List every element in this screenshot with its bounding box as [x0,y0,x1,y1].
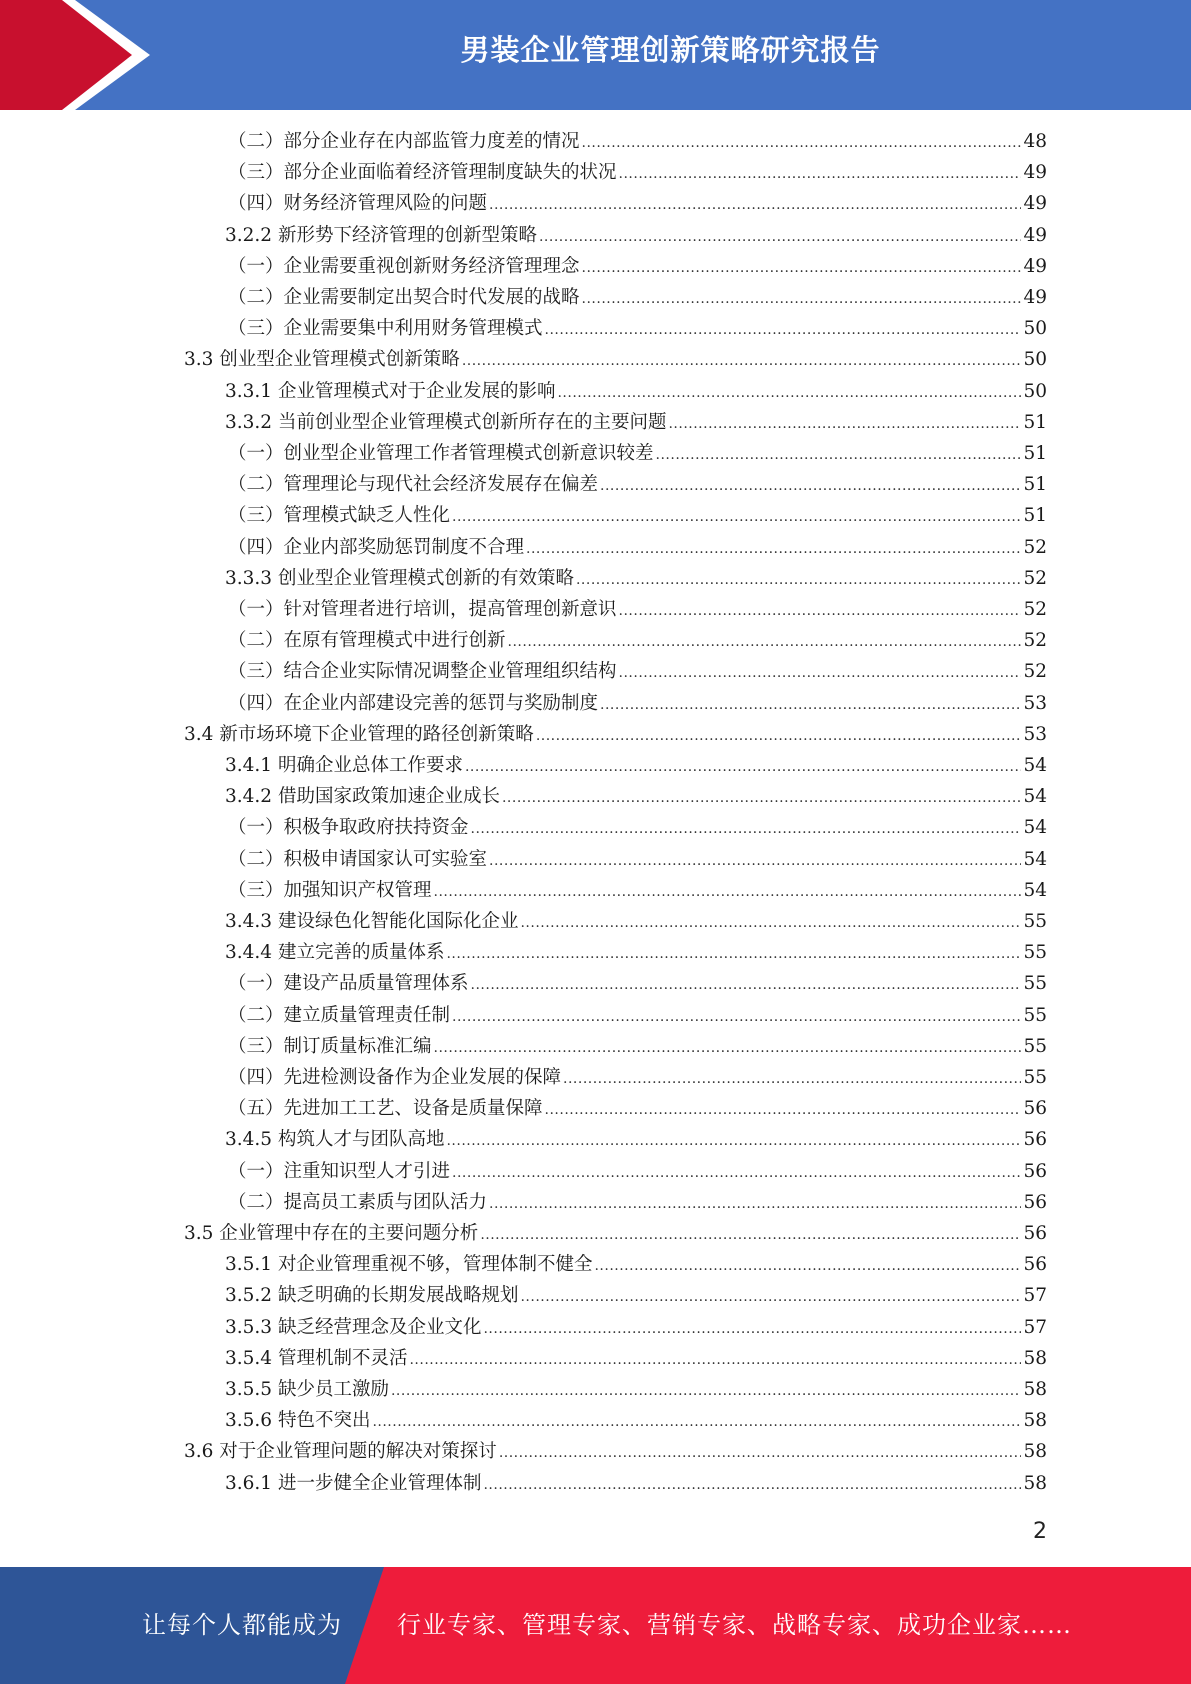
toc-dot-leader [434,1033,1022,1063]
toc-entry[interactable] [184,1219,1047,1249]
toc-entry-label: （三）加强知识产权管理 [228,879,432,901]
toc-dot-leader [502,783,1021,813]
toc-entry-page: 52 [1023,599,1047,620]
toc-entry[interactable] [228,876,1047,906]
document-title: 男装企业管理创新策略研究报告 [460,33,881,67]
toc-dot-leader [471,814,1022,844]
toc-entry[interactable] [228,252,1047,282]
toc-entry[interactable] [228,657,1047,687]
toc-dot-leader [656,440,1022,470]
toc-entry[interactable] [225,1469,1047,1499]
toc-dot-leader [520,908,1021,938]
toc-entry[interactable] [228,158,1047,188]
toc-entry-page: 54 [1023,848,1047,870]
toc-entry-label: （一）企业需要重视创新财务经济管理理念 [228,255,580,277]
toc-entry-page: 50 [1023,318,1047,340]
footer-slogan-left: 让每个人都能成为 [142,1611,342,1639]
toc-entry-label: 3.6.1 进一步健全企业管理体制 [225,1472,482,1494]
toc-entry-page: 49 [1023,255,1047,277]
page-footer [0,1567,1191,1684]
toc-entry-label: 3.5.4 管理机制不灵活 [225,1347,408,1369]
toc-entry[interactable] [225,1313,1047,1343]
toc-entry-label: （一）注重知识型人才引进 [228,1160,451,1182]
toc-entry-label: （二）部分企业存在内部监管力度差的情况 [228,131,580,152]
page-number: 2 [1033,1519,1047,1544]
toc-entry-label: （二）建立质量管理责任制 [228,1004,451,1026]
toc-dot-leader [483,1314,1021,1344]
toc-entry-page: 51 [1023,411,1047,433]
toc-entry-label: 3.3.3 创业型企业管理模式创新的有效策略 [225,567,574,589]
toc-entry-page: 52 [1023,567,1047,589]
toc-entry-label: （二）提高员工素质与团队活力 [228,1191,488,1213]
toc-entry[interactable] [228,283,1047,313]
toc-dot-leader [465,752,1021,782]
toc-dot-leader [619,596,1022,626]
toc-dot-leader [391,1376,1021,1406]
toc-entry-label: 3.5.1 对企业管理重视不够，管理体制不健全 [225,1254,593,1276]
toc-entry[interactable] [228,314,1047,344]
toc-entry[interactable] [228,1001,1047,1031]
toc-dot-leader [489,190,1021,220]
toc-entry-page: 54 [1023,817,1047,839]
toc-dot-leader [508,627,1022,657]
toc-entry-label: 3.4.1 明确企业总体工作要求 [225,755,463,776]
toc-entry[interactable] [225,1125,1047,1155]
toc-entry[interactable] [228,189,1047,219]
toc-entry-label: 3.6 对于企业管理问题的解决对策探讨 [184,1441,497,1463]
toc-entry-page: 52 [1023,536,1047,558]
toc-entry-label: （四）在企业内部建设完善的惩罚与奖励制度 [228,692,599,714]
toc-entry-page: 58 [1023,1472,1047,1494]
toc-entry-page: 55 [1023,1067,1047,1088]
toc-entry[interactable] [184,720,1047,750]
toc-dot-leader [563,1064,1021,1094]
toc-dot-leader [409,1345,1021,1375]
toc-entry[interactable] [225,938,1047,968]
toc-entry-page: 49 [1023,193,1047,215]
toc-entry[interactable] [225,377,1047,407]
toc-dot-leader [471,970,1022,1000]
toc-dot-leader [600,471,1021,501]
toc-entry-page: 55 [1023,1035,1047,1057]
toc-entry[interactable] [228,439,1047,469]
toc-dot-leader [582,284,1022,314]
toc-entry[interactable] [228,127,1047,157]
toc-entry[interactable] [228,1188,1047,1218]
toc-dot-leader [582,253,1022,283]
toc-entry[interactable] [225,1344,1047,1374]
toc-entry-page: 57 [1023,1316,1047,1338]
toc-entry-label: （四）先进检测设备作为企业发展的保障 [228,1067,562,1088]
toc-entry-page: 56 [1023,1129,1047,1151]
toc-dot-leader [499,1438,1022,1468]
toc-entry[interactable] [225,1406,1047,1436]
toc-entry[interactable] [228,1157,1047,1187]
toc-entry-page: 53 [1023,692,1047,714]
toc-entry-label: 3.4.3 建设绿色化智能化国际化企业 [225,911,519,932]
toc-entry-page: 57 [1023,1285,1047,1307]
toc-entry-page: 56 [1023,1223,1047,1244]
toc-entry[interactable] [228,689,1047,719]
toc-entry-label: 3.4.4 建立完善的质量体系 [225,942,445,964]
toc-entry[interactable] [228,626,1047,656]
toc-entry-page: 56 [1023,1254,1047,1276]
toc-entry-label: （三）部分企业面临着经济管理制度缺失的状况 [228,162,617,184]
toc-dot-leader [480,1220,1021,1250]
toc-entry-page: 55 [1023,973,1047,995]
toc-entry-label: （四）企业内部奖励惩罚制度不合理 [228,536,525,558]
toc-entry-page: 49 [1023,224,1047,246]
toc-entry-page: 48 [1023,131,1047,152]
toc-dot-leader [594,1251,1021,1281]
toc-entry-label: 3.4.5 构筑人才与团队高地 [225,1129,445,1151]
toc-dot-leader [452,1002,1021,1032]
toc-entry[interactable] [228,845,1047,875]
toc-entry-label: （一）针对管理者进行培训，提高管理创新意识 [228,599,617,620]
toc-entry-page: 53 [1023,723,1047,745]
toc-entry-page: 58 [1023,1347,1047,1369]
toc-dot-leader [582,128,1022,158]
toc-entry-page: 55 [1023,911,1047,932]
toc-entry-label: 3.3.1 企业管理模式对于企业发展的影响 [225,380,556,402]
toc-entry[interactable] [225,408,1047,438]
toc-entry-page: 54 [1023,786,1047,808]
toc-entry-page: 58 [1023,1379,1047,1400]
toc-dot-leader [434,877,1022,907]
toc-entry-label: 3.5.5 缺少员工激励 [225,1379,389,1400]
toc-dot-leader [539,222,1021,252]
toc-entry-page: 49 [1023,287,1047,308]
toc-entry-label: 3.4.2 借助国家政策加速企业成长 [225,786,500,808]
toc-dot-leader [619,658,1022,688]
toc-entry[interactable] [184,1437,1047,1467]
toc-entry-page: 55 [1023,942,1047,964]
toc-entry-label: （二）管理理论与现代社会经济发展存在偏差 [228,474,599,496]
toc-entry[interactable] [228,533,1047,563]
toc-dot-leader [520,1282,1021,1312]
toc-dot-leader [446,1126,1021,1156]
toc-entry-page: 58 [1023,1410,1047,1432]
toc-entry[interactable] [228,813,1047,843]
toc-entry-label: （三）企业需要集中利用财务管理模式 [228,318,543,340]
toc-dot-leader [557,378,1021,408]
toc-dot-leader [372,1407,1021,1437]
toc-entry[interactable] [228,1063,1047,1093]
toc-entry[interactable] [225,221,1047,251]
toc-entry-page: 58 [1023,1441,1047,1463]
toc-entry-page: 51 [1023,505,1047,527]
toc-entry[interactable] [225,1281,1047,1311]
toc-entry[interactable] [184,345,1047,375]
toc-entry-page: 56 [1023,1160,1047,1182]
toc-dot-leader [545,1095,1022,1125]
toc-dot-leader [462,346,1022,376]
toc-entry-label: （三）管理模式缺乏人性化 [228,505,451,527]
toc-entry-page: 51 [1023,443,1047,464]
toc-dot-leader [489,846,1021,876]
toc-entry[interactable] [225,564,1047,594]
toc-entry-label: （一）创业型企业管理工作者管理模式创新意识较差 [228,443,654,464]
toc-entry-label: （一）建设产品质量管理体系 [228,973,469,995]
toc-dot-leader [619,159,1022,189]
toc-entry[interactable] [228,501,1047,531]
toc-dot-leader [668,409,1021,439]
toc-entry-label: （二）在原有管理模式中进行创新 [228,630,506,652]
toc-dot-leader [600,690,1021,720]
toc-entry-label: 3.5 企业管理中存在的主要问题分析 [184,1223,479,1244]
footer-slogan-right: 行业专家、管理专家、营销专家、战略专家、成功企业家…… [397,1611,1072,1639]
toc-entry-label: （一）积极争取政府扶持资金 [228,817,469,839]
toc-dot-leader [489,1189,1021,1219]
toc-dot-leader [446,939,1021,969]
toc-dot-leader [576,565,1021,595]
toc-dot-leader [545,315,1022,345]
toc-entry[interactable] [228,1094,1047,1124]
toc-entry-label: 3.5.2 缺乏明确的长期发展战略规划 [225,1285,519,1307]
toc-entry[interactable] [225,751,1047,781]
toc-entry-page: 56 [1023,1098,1047,1120]
toc-entry-label: 3.2.2 新形势下经济管理的创新型策略 [225,224,537,246]
toc-entry[interactable] [228,470,1047,500]
toc-entry-label: （四）财务经济管理风险的问题 [228,193,488,215]
toc-dot-leader [452,1158,1021,1188]
toc-entry-label: 3.4 新市场环境下企业管理的路径创新策略 [184,723,534,745]
toc-entry-label: 3.3.2 当前创业型企业管理模式创新所存在的主要问题 [225,411,667,433]
toc-entry-page: 51 [1023,474,1047,496]
toc-entry-page: 50 [1023,349,1047,371]
toc-entry-page: 49 [1023,162,1047,184]
toc-entry-label: 3.5.6 特色不突出 [225,1410,371,1432]
toc-entry-page: 52 [1023,661,1047,683]
toc-dot-leader [526,534,1021,564]
toc-entry-label: 3.5.3 缺乏经营理念及企业文化 [225,1316,482,1338]
toc-entry[interactable] [228,1032,1047,1062]
toc-entry[interactable] [228,969,1047,999]
toc-entry-page: 54 [1023,755,1047,776]
toc-entry-label: （五）先进加工工艺、设备是质量保障 [228,1098,543,1120]
toc-entry[interactable] [225,1250,1047,1280]
toc-entry[interactable] [225,907,1047,937]
toc-entry[interactable] [228,595,1047,625]
toc-entry-label: （二）企业需要制定出契合时代发展的战略 [228,287,580,308]
toc-dot-leader [483,1470,1021,1500]
toc-entry-page: 56 [1023,1191,1047,1213]
toc-entry-label: （三）制订质量标准汇编 [228,1035,432,1057]
toc-dot-leader [536,721,1022,751]
toc-entry-label: 3.3 创业型企业管理模式创新策略 [184,349,460,371]
toc-entry-page: 50 [1023,380,1047,402]
toc-entry-label: （三）结合企业实际情况调整企业管理组织结构 [228,661,617,683]
toc-entry-label: （二）积极申请国家认可实验室 [228,848,488,870]
toc-entry-page: 54 [1023,879,1047,901]
header-arrow-decoration [0,0,160,110]
page-header [0,0,1191,110]
toc-entry[interactable] [225,782,1047,812]
toc-dot-leader [452,502,1021,532]
toc-entry[interactable] [225,1375,1047,1405]
toc-entry-page: 55 [1023,1004,1047,1026]
toc-entry-page: 52 [1023,630,1047,652]
